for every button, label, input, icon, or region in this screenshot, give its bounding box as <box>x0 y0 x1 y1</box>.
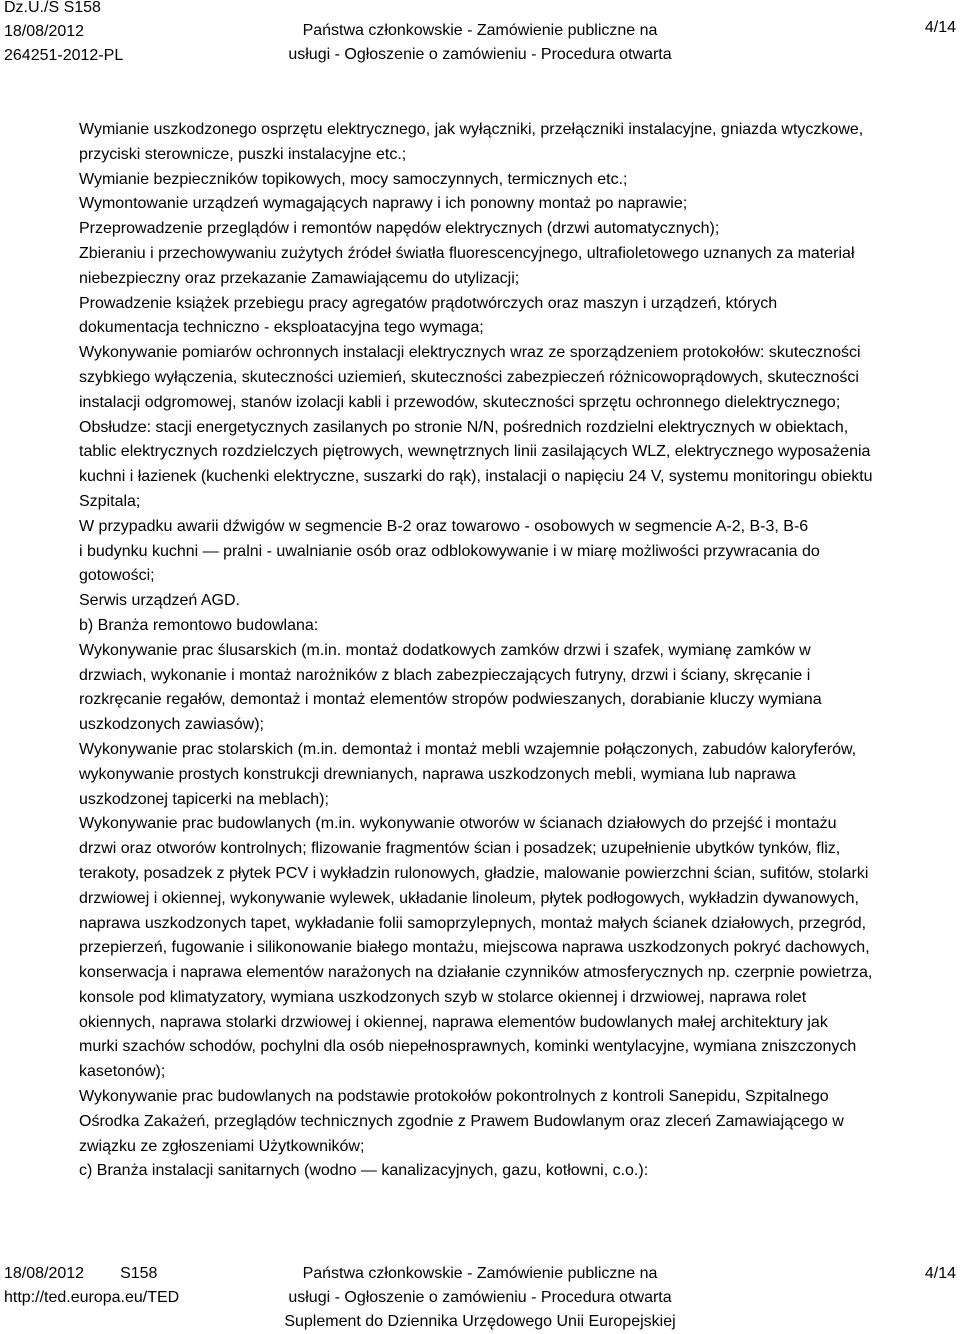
body-line: Przeprowadzenie przeglądów i remontów napędów elektrycznych (drzwi automatycznych); <box>79 220 720 238</box>
body-line: niebezpieczny oraz przekazanie Zamawiającemu do utylizacji; <box>79 269 520 287</box>
footer-title <box>0 1262 960 1334</box>
body-line: Szpitala; <box>79 492 141 510</box>
document-body <box>79 118 949 1184</box>
journal-ref: Dz.U./S S158 <box>4 0 101 16</box>
footer-title-line-2: usługi - Ogłoszenie o zamówieniu - Procedura otwarta <box>288 1289 672 1306</box>
header-page-number: 4/14 <box>924 19 956 36</box>
body-line: drzwiowej i okiennej, wykonywanie wylewek, układanie linoleum, płytek podłogowych, wykładzin dywanowych, <box>79 889 859 907</box>
body-line: i budynku kuchni — pralni - uwalnianie osób oraz odblokowywanie i w miarę możliwości przywracania do <box>79 542 820 560</box>
body-line: W przypadku awarii dźwigów w segmencie B-2 oraz towarowo - osobowych w segmencie A-2, B-3, B-6 <box>79 517 809 535</box>
body-line: Wykonywanie prac ślusarskich (m.in. montaż dodatkowych zamków drzwi i szafek, wymianę zamków w <box>79 641 811 659</box>
body-line: przyciski sterownicze, puszki instalacyjne etc.; <box>79 145 407 163</box>
body-line: instalacji odgromowej, stanów izolacji kabli i przewodów, skuteczności sprzętu ochronnego dielektrycznego; <box>79 393 841 411</box>
footer-page-number: 4/14 <box>924 1265 956 1282</box>
body-line: dokumentacja techniczno - eksploatacyjna tego wymaga; <box>79 319 484 337</box>
footer-date: 18/08/2012 <box>4 1265 85 1282</box>
body-line: Zbieraniu i przechowywaniu zużytych źródeł światła fluorescencyjnego, ultrafioletowego uznanych za materiał <box>79 244 855 262</box>
body-line: okiennych, naprawa stolarki drzwiowej i okiennej, naprawa elementów budowlanych małej architektury jak <box>79 1013 828 1031</box>
body-line: Obsłudze: stacji energetycznych zasilanych po stronie N/N, pośrednich rozdzielni elektrycznych w obiektach, <box>79 418 849 436</box>
footer-code: S158 <box>120 1265 158 1282</box>
body-line: konserwacja i naprawa elementów narażonych na działanie czynników atmosferycznych np. czerpnie powietrza, <box>79 964 873 982</box>
header-title-line-1: Państwa członkowskie - Zamówienie publiczne na <box>302 22 658 39</box>
body-line: Wykonywanie prac budowlanych na podstawie protokołów pokontrolnych z kontroli Sanepidu, Szpitalnego <box>79 1088 829 1106</box>
body-line: Wykonywanie pomiarów ochronnych instalacji elektrycznych wraz ze sporządzeniem protokołów: skuteczności <box>79 344 861 362</box>
body-line: Wykonywanie prac budowlanych (m.in. wykonywanie otworów w ścianach działowych do przejść i montażu <box>79 815 837 833</box>
header-title <box>0 19 960 67</box>
body-line: kuchni i łazienek (kuchenki elektryczne, suszarki do rąk), instalacji o napięciu 24 V, systemu monitoringu obiektu <box>79 468 873 486</box>
body-line: tablic elektrycznych rozdzielczych piętrowych, wewnętrznych linii zasilających WLZ, elektrycznego wyposażenia <box>79 443 871 461</box>
body-line: gotowości; <box>79 567 155 585</box>
body-line: drzwi oraz otworów kontrolnych; flizowanie fragmentów ścian i posadzek; uzupełnienie ubytków tynków, fliz, <box>79 840 841 858</box>
body-line: Wymianie uszkodzonego osprzętu elektrycznego, jak wyłączniki, przełączniki instalacyjne, gniazda wtyczkowe, <box>79 121 864 138</box>
body-line: Wymianie bezpieczników topikowych, mocy samoczynnych, termicznych etc.; <box>79 170 628 188</box>
body-line: c) Branża instalacji sanitarnych (wodno — kanalizacyjnych, gazu, kotłowni, c.o.): <box>79 1162 649 1180</box>
body-line: Serwis urządzeń AGD. <box>79 592 240 610</box>
body-line: drzwiach, wykonanie i montaż narożników z blach zabezpieczających futryny, drzwi i ściany, skręcanie i <box>79 666 811 684</box>
body-line: Ośrodka Zakażeń, przeglądów technicznych zgodnie z Prawem Budowlanym oraz zleceń Zamawiającego w <box>79 1112 844 1130</box>
body-line: związku ze zgłoszeniami Użytkowników; <box>79 1137 365 1155</box>
body-line: kasetonów); <box>79 1063 166 1081</box>
body-line: konsole pod klimatyzatory, wymiana uszkodzonych szyb w stolarce okiennej i drzwiowej, naprawa rolet <box>79 988 807 1006</box>
body-line: murki szachów schodów, pochylni dla osób niepełnosprawnych, kominki wentylacyjne, wymiana zniszczonych <box>79 1038 857 1056</box>
body-line: rozkręcanie regałów, demontaż i montaż elementów stropów podwieszanych, dorabianie kluczy wymiana <box>79 691 822 709</box>
body-line: b) Branża remontowo budowlana: <box>79 616 319 634</box>
footer-title-line-1: Państwa członkowskie - Zamówienie publiczne na <box>302 1265 658 1282</box>
body-line: Wymontowanie urządzeń wymagających naprawy i ich ponowny montaż po naprawie; <box>79 195 688 213</box>
body-line: Wykonywanie prac stolarskich (m.in. demontaż i montaż mebli wzajemnie połączonych, zabudów kaloryferów, <box>79 740 857 758</box>
body-line: uszkodzonej tapicerki na meblach); <box>79 790 329 808</box>
body-line: terakoty, posadzek z płytek PCV i wykładzin rulonowych, gładzie, malowanie powierzchni ścian, sufitów, stolarki <box>79 864 869 882</box>
body-line: szybkiego wyłączenia, skuteczności uziemień, skuteczności zabezpieczeń różnicowoprądowych, skuteczności <box>79 368 859 386</box>
body-line: przepierzeń, fugowanie i silikonowanie białego montażu, miejscowa naprawa uszkodzonych pokryć dachowych, <box>79 939 870 957</box>
footer-title-line-3: Suplement do Dziennika Urzędowego Unii Europejskiej <box>284 1313 676 1330</box>
body-line: Prowadzenie książek przebiegu pracy agregatów prądotwórczych oraz maszyn i urządzeń, których <box>79 294 778 312</box>
body-line: naprawa uszkodzonych tapet, wykładanie folii samoprzylepnych, montaż małych ścianek działowych, przegród, <box>79 914 867 932</box>
footer-url[interactable]: http://ted.europa.eu/TED <box>4 1289 180 1306</box>
header-date: 18/08/2012 <box>4 23 85 40</box>
header-title-line-2: usługi - Ogłoszenie o zamówieniu - Procedura otwarta <box>288 46 672 63</box>
body-line: uszkodzonych zawiasów); <box>79 716 264 734</box>
notice-number: 264251-2012-PL <box>4 47 124 64</box>
body-line: wykonywanie prostych konstrukcji drewnianych, naprawa uszkodzonych mebli, wymiana lub naprawa <box>79 765 796 783</box>
